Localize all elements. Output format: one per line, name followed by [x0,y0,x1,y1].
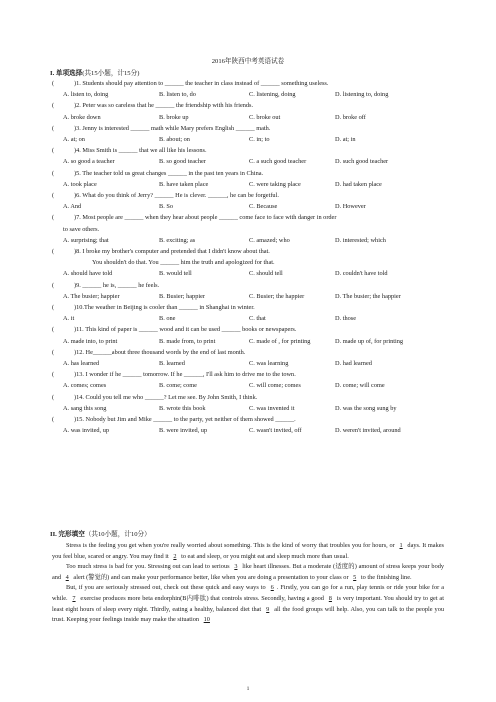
answer-paren[interactable]: ( [52,192,55,199]
option-c[interactable]: C. was invented it [249,404,295,412]
option-a[interactable]: A. was invited, up [63,427,109,435]
answer-paren[interactable]: ( [52,348,55,356]
question-12-stem: ( )12. He______about three thousand words by the end of last month. [52,348,246,356]
option-b[interactable]: B. So [159,203,173,211]
blank-2[interactable]: 2 [173,552,177,560]
option-c[interactable]: C. Busier; the happier [249,292,305,300]
blank-5[interactable]: 5 [353,573,357,581]
option-a[interactable]: A. should have told [63,270,113,278]
passage-paragraph-2: Too much stress is bad for you. Stressing out can lead to serious 3 like heart illnesses. But a moderate (适度的) amount of stress keeps your body and 4 alert (警觉的) and can make your performance better, like when you are doing a presentation to your class or 5 to the finishing line. [52,563,445,581]
option-d[interactable]: D. come; will come [335,382,385,390]
question-14-stem: ( )14. Could you tell me who ______? Let me see. By John Smith, I think. [52,393,258,401]
option-a[interactable]: A. so good a teacher [63,158,115,166]
option-a[interactable]: A. And [63,203,82,211]
blank-1[interactable]: 1 [399,542,403,549]
blank-6[interactable]: 6 [270,584,274,592]
option-b[interactable]: B. listen to, do [159,91,196,99]
option-c[interactable]: C. were taking place [249,180,301,188]
answer-paren[interactable]: ( [52,371,55,379]
question-6-stem: ( )6. What do you think of Jerry? ______ He is clever. ______, he can be forgetful. [52,192,279,199]
question-1-stem: ( )1. Students should pay attention to ______ the teacher in class instead of ______ something useless. [52,80,329,87]
page-title: 2016年陕西中考英语试卷 [211,58,285,65]
question-2-stem: ( )2. Peter was so careless that he ______ the friendship with his friends. [52,102,254,110]
option-b[interactable]: B. come; come [159,382,197,390]
passage-paragraph-3: But, if you are seriously stressed out, check out these quick and easy ways to 6 . Firstly, you can go for a run, play tennis or ride your bike for a while. 7 exercise produces more beta endorphin(B内啡肽) that controls stress. Secondly, having a good 8 is very important. You should try to get at least eight hours of sleep every night. Thirdly, eating a healthy, balanced diet that 9 all the food groups will help. Also, you can talk to the people you trust. Keeping your feelings inside may make the situation 10 [52,584,444,624]
option-d[interactable]: D. interested; which [335,236,386,244]
blank-4[interactable]: 4 [65,573,69,581]
section-2-heading [50,528,151,538]
section-1-note: (共15小题，计15分) [82,70,140,77]
answer-paren[interactable]: ( [52,281,55,289]
section-2-note: （共10小题，计10分） [84,531,151,538]
answer-paren[interactable]: ( [52,248,55,255]
option-d[interactable]: D. had learned [335,360,372,367]
option-a[interactable]: A. made into, to print [63,337,118,345]
option-c[interactable]: C. made of , for printing [249,337,311,345]
blank-10[interactable]: 10 [203,616,210,624]
option-d[interactable]: D. was the song sung by [335,404,397,412]
option-c[interactable]: C. was learning [249,360,289,367]
option-a[interactable]: A. at; on [63,136,85,143]
answer-paren[interactable]: ( [52,80,55,87]
blank-7[interactable]: 7 [72,594,76,602]
answer-paren[interactable]: ( [52,124,55,132]
question-8-stem: ( )8. I broke my brother's computer and pretended that I didn't know about that. [52,248,270,255]
option-a[interactable]: A. listen to, doing [63,91,109,99]
answer-paren[interactable]: ( [52,169,55,177]
option-c[interactable]: C. broke out [249,113,281,121]
option-c[interactable]: C. that [249,315,266,323]
question-13-stem: ( )13. I wonder if he ______ tomorrow. If he ______, I'll ask him to drive me to the town. [52,371,296,379]
answer-paren[interactable]: ( [52,147,55,155]
option-c[interactable]: C. listening, doing [249,91,296,99]
page-number: 1 [246,686,250,692]
question-10-stem: ( )10.The weather in Beijing is cooler than ______ in Shanghai in winter. [52,304,255,311]
option-a[interactable]: A. it [63,315,75,323]
option-c[interactable]: C. in; to [249,136,270,143]
option-b[interactable]: B. exciting; as [159,236,196,244]
answer-paren[interactable]: ( [52,393,55,401]
option-c[interactable]: C. will come; comes [249,382,301,390]
option-b[interactable]: B. would tell [159,270,192,278]
option-d[interactable]: D. listening to, doing [335,91,389,99]
option-b[interactable]: B. one [159,315,176,323]
question-15-stem: ( )15. Nobody but Jim and Mike ______ to the party, yet neither of them showed ______. [52,416,296,423]
option-a[interactable]: A. sang this song [63,404,107,412]
option-b[interactable]: B. made from, to print [159,337,216,345]
section-1-heading [50,67,139,77]
question-8-continuation: You shouldn't do that. You ______ him the truth and apologized for that. [92,259,275,267]
question-3-stem: ( )3. Jenny is interested ______ math while Mary prefers English ______ math. [52,124,271,132]
answer-paren[interactable]: ( [52,304,55,311]
option-b[interactable]: B. were invited, up [159,427,208,435]
cloze-passage [52,541,444,626]
option-b[interactable]: B. Busier; happier [159,292,205,300]
option-c[interactable]: C. wasn't invited, off [249,427,302,435]
option-b[interactable]: B. about; on [159,136,190,143]
section-2-title: II. 完形填空 [50,531,85,538]
option-a[interactable]: A. took place [63,180,97,188]
question-11-stem: ( )11. This kind of paper is ______ wood and it can be used ______ books or newspapers. [52,326,297,334]
option-b[interactable]: B. wrote this book [159,404,206,412]
option-a[interactable]: A. broke down [63,113,101,121]
question-7-stem: ( )7. Most people are ______ when they hear about people ______ come face to face with danger in order [52,214,337,222]
option-c[interactable]: C. should tell [249,270,283,278]
option-d[interactable]: D. had taken place [335,180,382,188]
answer-paren[interactable]: ( [52,326,55,334]
option-d[interactable]: D. However [335,203,366,211]
option-d[interactable]: D. couldn't have told [335,270,388,278]
question-5-stem: ( )5. The teacher told us great changes ______ in the past ten years in China. [52,169,264,177]
blank-8[interactable]: 8 [328,594,332,602]
option-c[interactable]: C. amazed; who [249,236,290,244]
option-b[interactable]: B. learned [159,360,185,367]
option-d[interactable]: D. The busier; the happier [335,292,401,300]
question-4-stem: ( )4. Miss Smith is ______ that we all like his lessons. [52,147,207,155]
passage-paragraph-1: Stress is the feeling you get when you're really worried about something. This is the kind of worry that troubles you for hours, or 1 days. It makes you feel blue, scared or angry. You may find it 2 to eat and sleep, or you might eat and sleep much more than usual. [52,542,444,560]
option-b[interactable]: B. broke up [159,113,189,121]
option-d[interactable]: D. broke off [335,113,366,121]
question-9-stem: ( )9. ______ he is, ______ he feels. [52,281,160,289]
option-a[interactable]: A. has learned [63,360,100,367]
option-a[interactable]: A. surprising; that [63,236,109,244]
option-a[interactable]: A. comes; comes [63,382,107,390]
option-d[interactable]: D. made up of, for printing [335,337,404,345]
answer-paren[interactable]: ( [52,214,55,222]
option-a[interactable]: A. The busier; happier [63,292,120,300]
blank-9[interactable]: 9 [266,605,270,613]
option-d[interactable]: D. at; in [335,136,356,143]
answer-paren[interactable]: ( [52,416,55,423]
option-b[interactable]: B. have taken place [159,180,209,188]
section-1-title: I. 单项选择 [50,70,83,77]
option-c[interactable]: C. Because [249,203,278,211]
option-c[interactable]: C. a such good teacher [249,158,307,166]
option-d[interactable]: D. those [335,315,356,323]
question-7-continuation: to save others. [63,225,100,233]
option-d[interactable]: D. weren't invited, around [335,427,401,435]
option-d[interactable]: D. such good teacher [335,158,389,166]
blank-3[interactable]: 3 [234,563,238,571]
option-b[interactable]: B. so good teacher [159,158,206,166]
answer-paren[interactable]: ( [52,102,55,110]
